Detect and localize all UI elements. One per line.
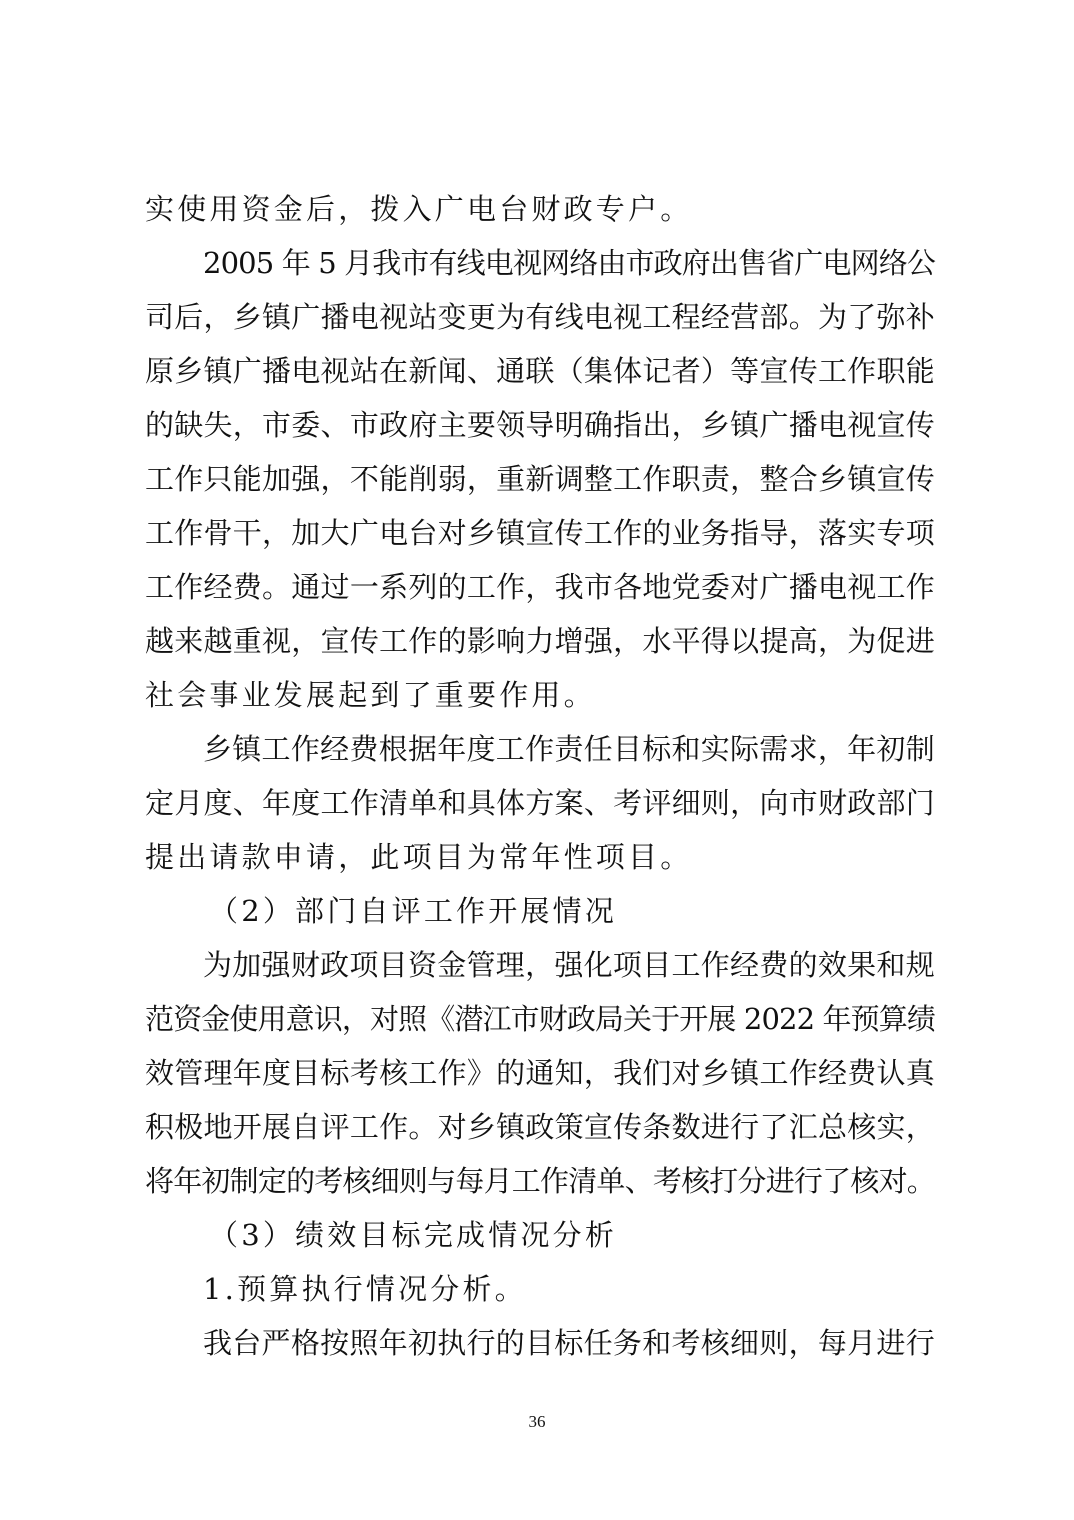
paragraph-line: 我台严格按照年初执行的目标任务和考核细则，每月进行 — [203, 1326, 935, 1360]
paragraph-line: 工作经费。通过一系列的工作，我市各地党委对广播电视工作 — [145, 570, 935, 604]
paragraph-line: 将年初制定的考核细则与每月工作清单、考核打分进行了核对。 — [145, 1164, 935, 1198]
paragraph-line: 工作骨干，加大广电台对乡镇宣传工作的业务指导，落实专项 — [145, 516, 935, 550]
paragraph-line: 效管理年度目标考核工作》的通知，我们对乡镇工作经费认真 — [145, 1056, 935, 1090]
paragraph-line: 原乡镇广播电视站在新闻、通联（集体记者）等宣传工作职能 — [145, 354, 935, 388]
paragraph-line: 司后，乡镇广播电视站变更为有线电视工程经营部。为了弥补 — [145, 300, 935, 334]
section-heading: （3）绩效目标完成情况分析 — [209, 1218, 618, 1252]
paragraph-line: 乡镇工作经费根据年度工作责任目标和实际需求，年初制 — [203, 732, 935, 766]
paragraph-line: 社会事业发展起到了重要作用。 — [145, 678, 596, 712]
paragraph-line: 为加强财政项目资金管理，强化项目工作经费的效果和规 — [203, 948, 935, 982]
paragraph-line: 积极地开展自评工作。对乡镇政策宣传条数进行了汇总核实， — [145, 1110, 935, 1144]
paragraph-line: 的缺失，市委、市政府主要领导明确指出，乡镇广播电视宣传 — [145, 408, 935, 442]
page-number: 36 — [528, 1412, 546, 1431]
body-text — [145, 182, 935, 1370]
paragraph-line: 工作只能加强，不能削弱，重新调整工作职责，整合乡镇宣传 — [145, 462, 935, 496]
subsection-heading: 1.预算执行情况分析。 — [203, 1272, 527, 1306]
paragraph-line: 越来越重视，宣传工作的影响力增强，水平得以提高，为促进 — [145, 624, 935, 658]
paragraph-line: 2005 年 5 月我市有线电视网络由市政府出售省广电网络公 — [203, 246, 935, 280]
paragraph-line: 定月度、年度工作清单和具体方案、考评细则，向市财政部门 — [145, 786, 935, 820]
paragraph-line: 范资金使用意识，对照《潜江市财政局关于开展 2022 年预算绩 — [145, 1002, 935, 1036]
paragraph-line: 实使用资金后，拨入广电台财政专户。 — [145, 192, 693, 226]
section-heading: （2）部门自评工作开展情况 — [209, 894, 618, 928]
paragraph-line: 提出请款申请，此项目为常年性项目。 — [145, 840, 693, 874]
